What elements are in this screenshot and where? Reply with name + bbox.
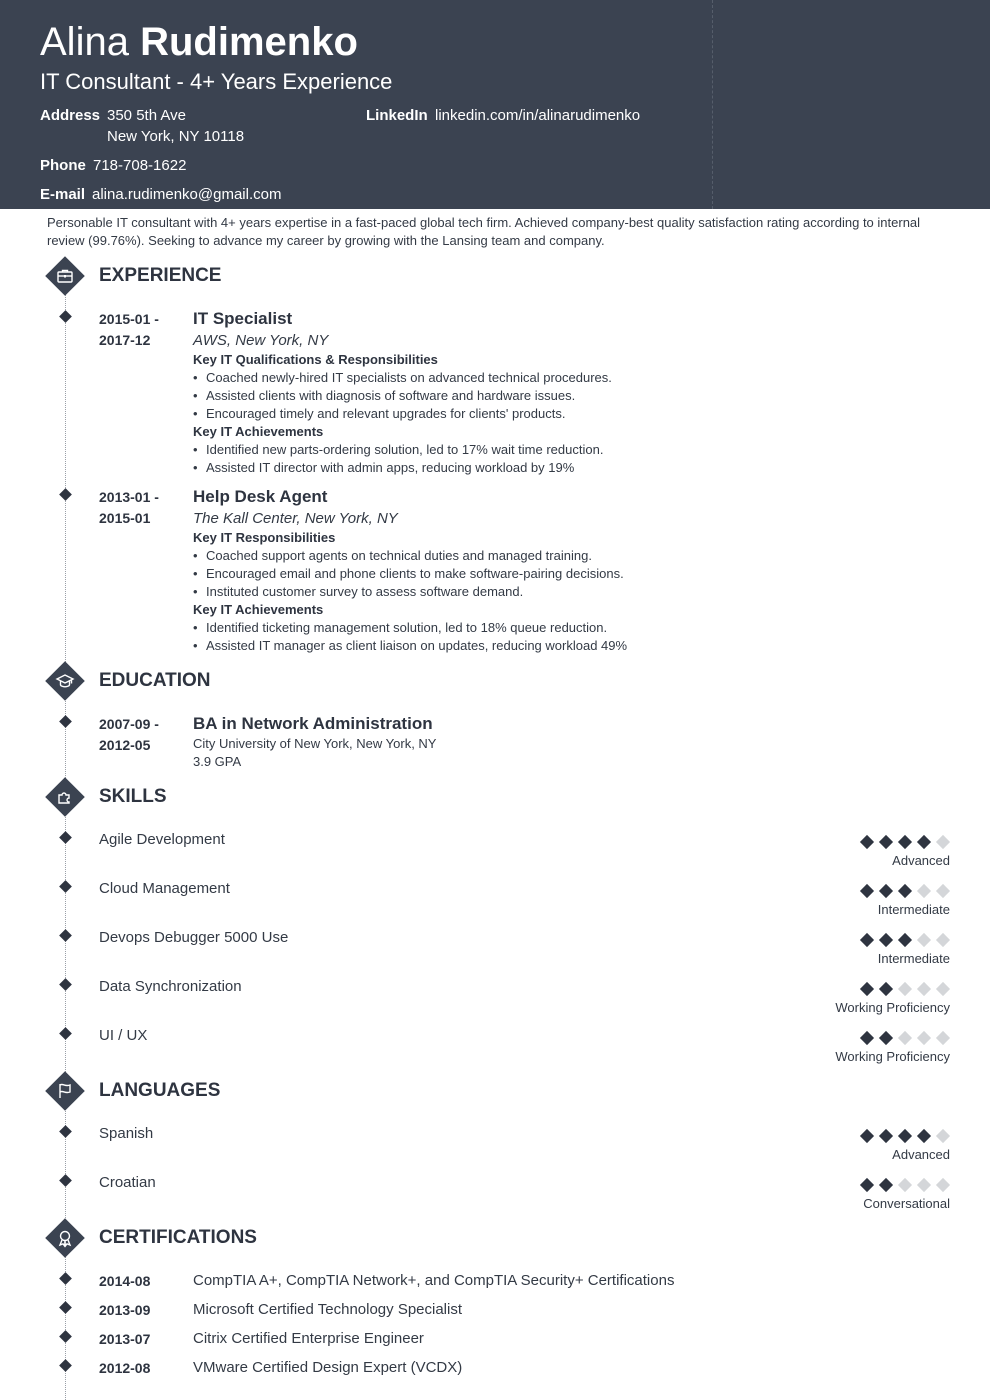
skill-name: UI / UX (99, 1027, 148, 1044)
job-date-end: 2015-01 (99, 510, 151, 526)
last-name: Rudimenko (140, 20, 358, 64)
job-bullet: • Coached support agents on technical duties and managed training. (193, 547, 592, 565)
degree-title: BA in Network Administration (193, 714, 433, 733)
job-date-start: 2013-01 - (99, 489, 159, 505)
rating-dot-empty (898, 1031, 912, 1045)
language-rating (850, 1128, 950, 1144)
education-date-end: 2012-05 (99, 737, 151, 753)
timeline-marker (59, 488, 72, 501)
skill-rating (850, 1030, 950, 1046)
summary-line: review (99.76%). Seeking to advance my career by growing with the Lansing team and company. (47, 233, 605, 248)
language-rating (850, 1177, 950, 1193)
linkedin-label: LinkedIn (366, 107, 428, 124)
email-label: E-mail (40, 186, 86, 203)
graduation-cap-icon (45, 661, 85, 701)
rating-dot-filled (879, 933, 893, 947)
job-company: The Kall Center, New York, NY (193, 510, 398, 527)
address-label: Address (40, 107, 101, 124)
section-title-skills: SKILLS (99, 786, 167, 807)
rating-dot-filled (898, 835, 912, 849)
job-subheading: Key IT Achievements (193, 602, 324, 617)
timeline-marker (59, 1125, 72, 1138)
rating-dot-filled (898, 1129, 912, 1143)
language-level: Conversational (863, 1196, 950, 1211)
timeline-marker (59, 880, 72, 893)
timeline-marker (59, 1330, 72, 1343)
timeline-marker (59, 1174, 72, 1187)
candidate-name (40, 18, 358, 66)
header-divider (712, 0, 713, 209)
skill-level: Advanced (892, 853, 950, 868)
timeline-marker (59, 1027, 72, 1040)
cert-date: 2014-08 (99, 1273, 151, 1289)
skill-rating (850, 981, 950, 997)
job-bullet: • Encouraged email and phone clients to make software-pairing decisions. (193, 565, 624, 583)
job-bullet: • Encouraged timely and relevant upgrades for clients' products. (193, 405, 565, 423)
email-link[interactable]: alina.rudimenko@gmail.com (92, 186, 282, 203)
rating-dot-filled (879, 1129, 893, 1143)
rating-dot-empty (936, 1129, 950, 1143)
section-title-education: EDUCATION (99, 670, 211, 691)
rating-dot-empty (936, 982, 950, 996)
job-date-start: 2015-01 - (99, 311, 159, 327)
address-line2: New York, NY 10118 (107, 128, 245, 145)
skill-level: Intermediate (877, 951, 950, 966)
timeline-marker (59, 929, 72, 942)
job-title: IT Specialist (193, 309, 293, 328)
timeline-marker (59, 310, 72, 323)
phone-value[interactable]: 718-708-1622 (93, 157, 187, 174)
rating-dot-empty (936, 1031, 950, 1045)
summary-line: Personable IT consultant with 4+ years expertise in a fast-paced global tech firm. Achieved company-best quality satisfaction rating according to internal (47, 215, 921, 230)
gpa: 3.9 GPA (193, 754, 242, 769)
cert-name: Microsoft Certified Technology Specialist (193, 1301, 463, 1318)
rating-dot-empty (917, 884, 931, 898)
language-name: Croatian (99, 1174, 156, 1191)
job-company: AWS, New York, NY (193, 332, 329, 349)
job-title: Help Desk Agent (193, 487, 328, 506)
job-date-end: 2017-12 (99, 332, 151, 348)
section-title-experience: EXPERIENCE (99, 265, 222, 286)
rating-dot-filled (879, 835, 893, 849)
job-bullet: • Identified new parts-ordering solution, led to 17% wait time reduction. (193, 441, 603, 459)
school-name: City University of New York, New York, NY (193, 736, 437, 751)
rating-dot-filled (879, 1031, 893, 1045)
job-subheading: Key IT Responsibilities (193, 530, 336, 545)
summary (47, 214, 947, 250)
skill-rating (850, 883, 950, 899)
timeline-marker (59, 978, 72, 991)
rating-dot-filled (860, 982, 874, 996)
rating-dot-empty (936, 933, 950, 947)
rating-dot-empty (917, 933, 931, 947)
rating-dot-empty (917, 1031, 931, 1045)
award-icon (45, 1218, 85, 1258)
rating-dot-filled (917, 1129, 931, 1143)
rating-dot-empty (917, 1178, 931, 1192)
rating-dot-filled (879, 884, 893, 898)
phone-label: Phone (40, 157, 86, 174)
rating-dot-empty (936, 835, 950, 849)
job-bullet: • Assisted clients with diagnosis of software and hardware issues. (193, 387, 575, 405)
resume-header (0, 0, 990, 209)
skill-name: Agile Development (99, 831, 225, 848)
job-bullet: • Assisted IT director with admin apps, reducing workload by 19% (193, 459, 574, 477)
skill-rating (850, 834, 950, 850)
rating-dot-empty (898, 1178, 912, 1192)
rating-dot-filled (860, 1031, 874, 1045)
briefcase-icon (45, 256, 85, 296)
language-name: Spanish (99, 1125, 154, 1142)
skill-rating (850, 932, 950, 948)
timeline-marker (59, 1301, 72, 1314)
rating-dot-filled (898, 933, 912, 947)
first-name: Alina (40, 20, 129, 64)
job-bullet: • Coached newly-hired IT specialists on advanced technical procedures. (193, 369, 612, 387)
cert-name: VMware Certified Design Expert (VCDX) (193, 1359, 463, 1376)
job-subheading: Key IT Achievements (193, 424, 324, 439)
education-date-start: 2007-09 - (99, 716, 159, 732)
skill-level: Working Proficiency (835, 1000, 950, 1015)
rating-dot-filled (860, 933, 874, 947)
skill-level: Working Proficiency (835, 1049, 950, 1064)
timeline-marker (59, 1359, 72, 1372)
rating-dot-filled (879, 982, 893, 996)
rating-dot-filled (860, 835, 874, 849)
rating-dot-filled (898, 884, 912, 898)
cert-name: CompTIA A+, CompTIA Network+, and CompTIA Security+ Certifications (193, 1272, 675, 1289)
rating-dot-empty (898, 982, 912, 996)
puzzle-icon (45, 777, 85, 817)
job-bullet: • Instituted customer survey to assess software demand. (193, 583, 523, 601)
linkedin-link[interactable]: linkedin.com/in/alinarudimenko (435, 107, 641, 124)
job-bullet: • Assisted IT manager as client liaison on updates, reducing workload 49% (193, 637, 627, 655)
skill-name: Data Synchronization (99, 978, 242, 995)
rating-dot-filled (917, 835, 931, 849)
job-bullet: • Identified ticketing management solution, led to 18% queue reduction. (193, 619, 607, 637)
rating-dot-empty (936, 884, 950, 898)
skill-name: Devops Debugger 5000 Use (99, 929, 289, 946)
address-line1: 350 5th Ave (107, 107, 186, 124)
cert-date: 2013-09 (99, 1302, 151, 1318)
cert-name: Citrix Certified Enterprise Engineer (193, 1330, 424, 1347)
flag-icon (45, 1071, 85, 1111)
cert-date: 2013-07 (99, 1331, 151, 1347)
timeline-marker (59, 715, 72, 728)
rating-dot-filled (860, 1129, 874, 1143)
cert-date: 2012-08 (99, 1360, 151, 1376)
rating-dot-filled (860, 1178, 874, 1192)
language-level: Advanced (892, 1147, 950, 1162)
rating-dot-empty (917, 982, 931, 996)
rating-dot-filled (879, 1178, 893, 1192)
skill-name: Cloud Management (99, 880, 230, 897)
rating-dot-filled (860, 884, 874, 898)
job-subheading: Key IT Qualifications & Responsibilities (193, 352, 438, 367)
timeline-marker (59, 1272, 72, 1285)
skill-level: Intermediate (877, 902, 950, 917)
section-title-certifications: CERTIFICATIONS (99, 1227, 257, 1248)
rating-dot-empty (936, 1178, 950, 1192)
section-title-languages: LANGUAGES (99, 1080, 221, 1101)
job-subtitle: IT Consultant - 4+ Years Experience (40, 69, 393, 94)
timeline-marker (59, 831, 72, 844)
